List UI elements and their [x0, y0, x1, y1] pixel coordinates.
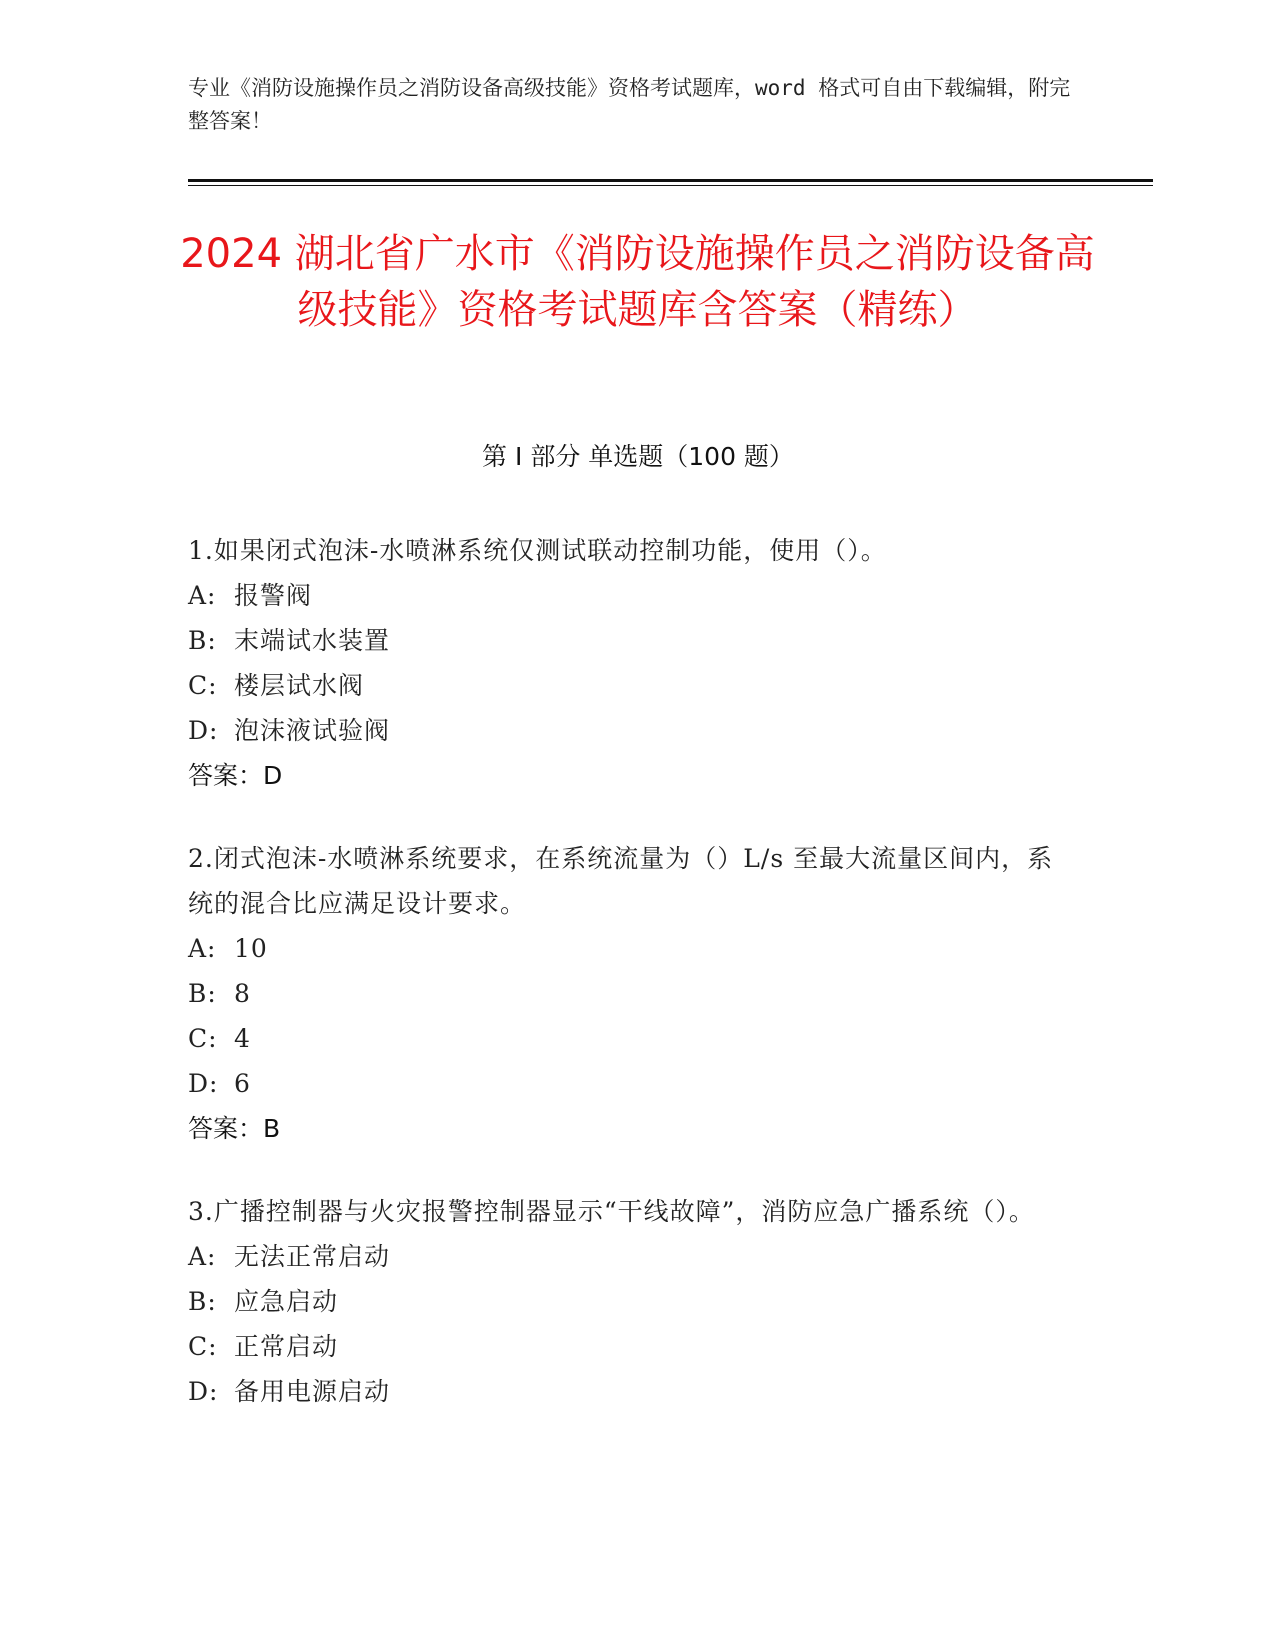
option-letter: C: [188, 1332, 218, 1361]
option-text: 报警阀 [234, 581, 313, 610]
option-letter: C: [188, 671, 218, 700]
question-stem: 3.广播控制器与火灾报警控制器显示“干线故障”，消防应急广播系统（）。 [188, 1197, 1035, 1226]
option-letter: B: [188, 979, 217, 1008]
option-text: 楼层试水阀 [234, 671, 365, 700]
section-heading: 第 I 部分 单选题（100 题） [482, 442, 794, 471]
option-text: 8 [234, 979, 251, 1008]
question-item [188, 528, 1068, 798]
question-option [188, 926, 1068, 971]
question-option [188, 971, 1068, 1016]
question-option [188, 663, 1068, 708]
option-letter: C: [188, 1024, 218, 1053]
question-option [188, 1016, 1068, 1061]
option-text: 末端试水装置 [234, 626, 391, 655]
question-option [188, 573, 1068, 618]
option-letter: A: [188, 934, 217, 963]
option-text: 备用电源启动 [234, 1377, 391, 1406]
question-option [188, 1061, 1068, 1106]
question-option [188, 1234, 1068, 1279]
option-letter: A: [188, 581, 217, 610]
option-letter: B: [188, 1287, 217, 1316]
option-text: 泡沫液试验阀 [234, 716, 391, 745]
option-text: 6 [234, 1069, 251, 1098]
question-option [188, 618, 1068, 663]
option-text: 无法正常启动 [234, 1242, 391, 1271]
header-divider-thick [188, 179, 1153, 182]
option-letter: B: [188, 626, 217, 655]
header-note: 专业《消防设施操作员之消防设备高级技能》资格考试题库，word 格式可自由下载编辑，附完整答案！ [188, 76, 1071, 133]
option-text: 10 [234, 934, 268, 963]
question-option [188, 1369, 1068, 1414]
header-divider-thin [188, 185, 1153, 186]
question-item [188, 836, 1068, 1151]
question-answer: 答案：D [188, 761, 283, 790]
option-letter: D: [188, 1377, 219, 1406]
question-option [188, 708, 1068, 753]
option-letter: D: [188, 716, 219, 745]
question-answer: 答案：B [188, 1114, 281, 1143]
option-letter: D: [188, 1069, 219, 1098]
option-text: 4 [234, 1024, 251, 1053]
document-title: 2024 湖北省广水市《消防设施操作员之消防设备高级技能》资格考试题库含答案（精练） [180, 231, 1095, 333]
option-text: 应急启动 [234, 1287, 339, 1316]
question-stem: 2.闭式泡沫-水喷淋系统要求，在系统流量为（）L/s 至最大流量区间内，系统的混合比应满足设计要求。 [188, 844, 1054, 918]
option-letter: A: [188, 1242, 217, 1271]
question-stem: 1.如果闭式泡沫-水喷淋系统仅测试联动控制功能，使用（）。 [188, 536, 887, 565]
question-list [188, 528, 1068, 1452]
question-item [188, 1189, 1068, 1414]
option-text: 正常启动 [234, 1332, 339, 1361]
question-option [188, 1324, 1068, 1369]
question-option [188, 1279, 1068, 1324]
